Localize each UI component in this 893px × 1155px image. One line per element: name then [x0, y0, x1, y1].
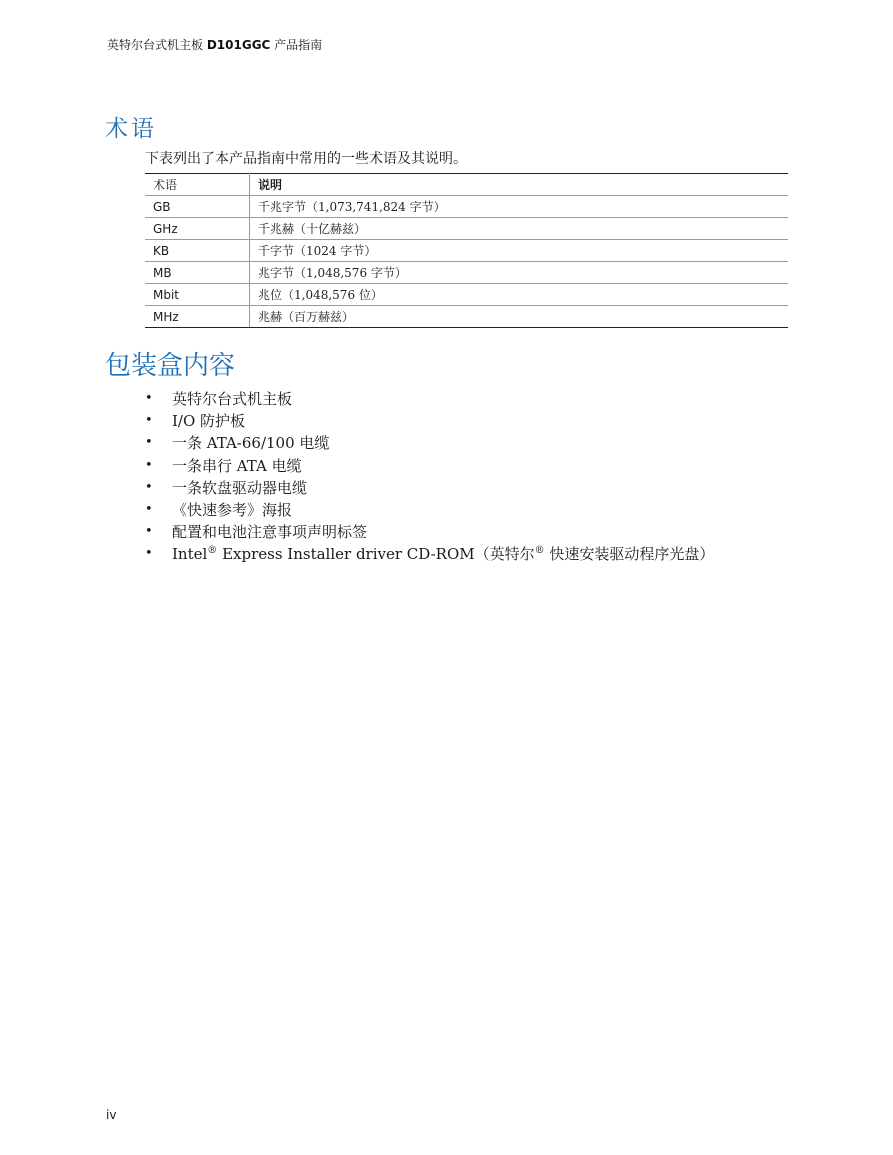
term-cell: GHz [145, 218, 250, 240]
header-prefix: 英特尔台式机主板 [107, 38, 207, 52]
list-item-text: 《快速参考》海报 [172, 500, 293, 519]
intel-brand-text: Intel [172, 545, 208, 564]
bullet-icon: • [145, 435, 153, 451]
bullet-icon: • [145, 501, 153, 517]
bullet-icon: • [145, 524, 153, 540]
column-header-term: 术语 [145, 174, 250, 196]
registered-mark: ® [207, 545, 218, 557]
list-item-text: 一条串行 ATA 电缆 [172, 456, 302, 475]
list-item [145, 477, 714, 499]
list-item-text: 一条 ATA-66/100 电缆 [172, 434, 330, 453]
list-item [145, 521, 714, 543]
list-item [145, 432, 714, 454]
list-item [145, 455, 714, 477]
description-cell: 兆字节（1,048,576 字节） [250, 262, 789, 284]
term-cell: MB [145, 262, 250, 284]
bullet-icon: • [145, 479, 153, 495]
terms-table-header-row [145, 174, 788, 196]
header-suffix: 产品指南 [270, 38, 323, 52]
list-item-text: I/O 防护板 [172, 412, 246, 431]
term-cell: GB [145, 196, 250, 218]
table-row [145, 240, 788, 262]
list-item [145, 388, 714, 410]
box-contents-title: 包装盒内容 [105, 351, 236, 381]
list-item [145, 543, 714, 565]
list-item [145, 410, 714, 432]
page-number: iv [106, 1108, 117, 1122]
term-cell: MHz [145, 306, 250, 328]
registered-mark: ® [534, 545, 545, 557]
table-row [145, 196, 788, 218]
description-cell: 千字节（1024 字节） [250, 240, 789, 262]
list-item [145, 499, 714, 521]
bullet-icon: • [145, 391, 153, 406]
installer-cd-text-cn: 快速安装驱动程序光盘） [544, 545, 715, 564]
installer-cd-text: Express Installer driver CD-ROM（英特尔 [217, 545, 535, 564]
table-row [145, 218, 788, 240]
header-model: D101GGC [206, 38, 271, 52]
table-row [145, 262, 788, 284]
running-header [107, 36, 322, 53]
term-cell: KB [145, 240, 250, 262]
list-item-text: 一条软盘驱动器电缆 [172, 478, 308, 497]
list-item-text: 配置和电池注意事项声明标签 [172, 523, 368, 542]
table-row [145, 284, 788, 306]
table-row [145, 306, 788, 328]
terms-intro: 下表列出了本产品指南中常用的一些术语及其说明。 [145, 151, 467, 167]
bullet-icon: • [145, 413, 153, 429]
description-cell: 千兆赫（十亿赫兹） [250, 218, 789, 240]
description-cell: 千兆字节（1,073,741,824 字节） [250, 196, 789, 218]
bullet-icon: • [145, 457, 153, 473]
term-cell: Mbit [145, 284, 250, 306]
description-cell: 兆位（1,048,576 位） [250, 284, 789, 306]
column-header-description: 说明 [250, 174, 789, 196]
terms-section-title: 术语 [105, 116, 157, 142]
list-item-text: 英特尔台式机主板 [172, 390, 293, 408]
description-cell: 兆赫（百万赫兹） [250, 306, 789, 328]
bullet-icon: • [145, 546, 153, 562]
box-contents-list [145, 388, 714, 566]
terms-table [145, 173, 788, 328]
